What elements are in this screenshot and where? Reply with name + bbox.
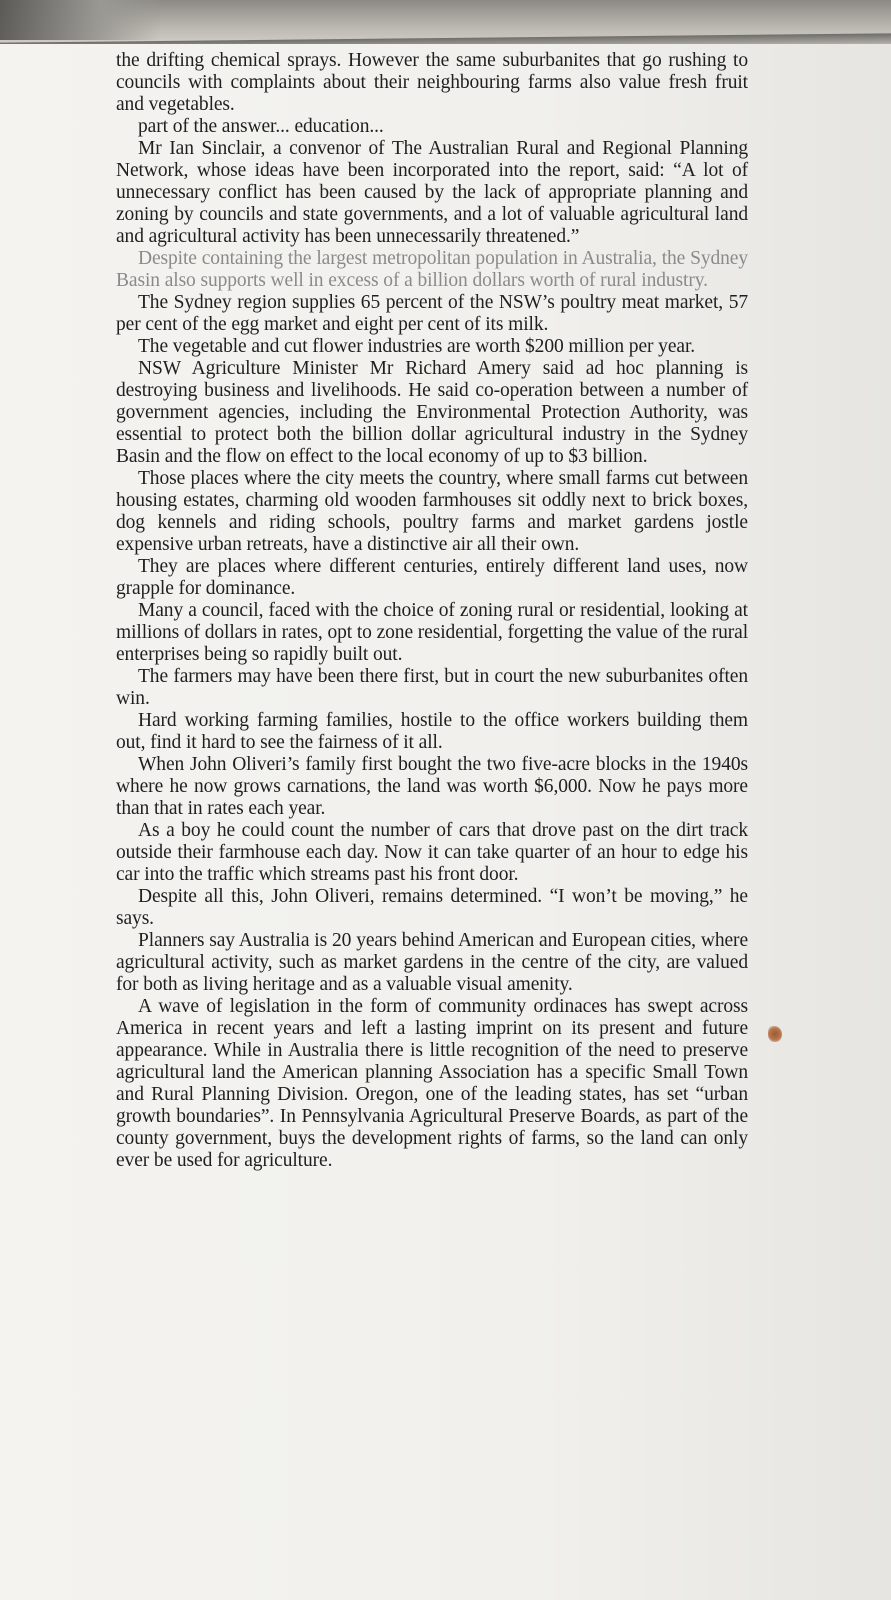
paragraph: the drifting chemical sprays. However the same suburbanites that go rushing to councils with complaints about their neighbouring farms also value fresh fruit and vegetables. xyxy=(116,50,748,115)
paragraph: Planners say Australia is 20 years behind American and European cities, where agricultural activity, such as market gardens in the centre of the city, are valued for both as living heritage and as a valuable visual amenity. xyxy=(116,930,748,995)
paragraph: The farmers may have been there first, but in court the new suburbanites often win. xyxy=(116,666,748,709)
paragraph: NSW Agriculture Minister Mr Richard Amery said ad hoc planning is destroying business and livelihoods. He said co-operation between a number of government agencies, including the Environmental Protection Authority, was essential to protect both the billion dollar agricultural industry in the Sydney Basin and the flow on effect to the local economy of up to $3 billion. xyxy=(116,358,748,467)
paragraph: They are places where different centuries, entirely different land uses, now grapple for dominance. xyxy=(116,556,748,599)
paragraph: As a boy he could count the number of cars that drove past on the dirt track outside their farmhouse each day. Now it can take quarter of an hour to edge his car into the traffic which streams past his front door. xyxy=(116,820,748,885)
fold-shadow xyxy=(0,0,160,40)
paragraph: A wave of legislation in the form of community ordinaces has swept across America in recent years and left a lasting imprint on its present and future appearance. While in Australia there is little recognition of the need to preserve agricultural land the American planning Association has a specific Small Town and Rural Planning Division. Oregon, one of the leading states, has set “urban growth boundaries”. In Pennsylvania Agricultural Preserve Boards, as part of the county government, buys the development rights of farms, so the land can only ever be used for agriculture. xyxy=(116,996,748,1171)
paper-stain xyxy=(768,1026,782,1042)
paragraph: Hard working farming families, hostile to the office workers building them out, find it hard to see the fairness of it all. xyxy=(116,710,748,753)
paragraph: Despite all this, John Oliveri, remains determined. “I won’t be moving,” he says. xyxy=(116,886,748,929)
paragraph: The Sydney region supplies 65 percent of the NSW’s poultry meat market, 57 per cent of the egg market and eight per cent of its milk. xyxy=(116,292,748,335)
paragraph: Those places where the city meets the country, where small farms cut between housing estates, charming old wooden farmhouses sit oddly next to brick boxes, dog kennels and riding schools, poultry farms and market gardens jostle expensive urban retreats, have a distinctive air all their own. xyxy=(116,468,748,555)
paragraph: part of the answer... education... xyxy=(138,116,384,137)
paragraph: Despite containing the largest metropolitan population in Australia, the Sydney Basin also supports well in excess of a billion dollars worth of rural industry. xyxy=(116,248,748,291)
paragraph: When John Oliveri’s family first bought the two five-acre blocks in the 1940s where he now grows carnations, the land was worth $6,000. Now he pays more than that in rates each year. xyxy=(116,754,748,819)
paragraph: Mr Ian Sinclair, a convenor of The Australian Rural and Regional Planning Network, whose ideas have been incorporated into the report, said: “A lot of unnecessary conflict has been caused by the lack of appropriate planning and zoning by councils and state governments, and a lot of valuable agricultural land and agricultural activity has been unnecessarily threatened.” xyxy=(116,138,748,247)
paragraph: Many a council, faced with the choice of zoning rural or residential, looking at millions of dollars in rates, opt to zone residential, forgetting the value of the rural enterprises being so rapidly built out. xyxy=(116,600,749,665)
article-body xyxy=(116,50,748,1172)
paragraph: The vegetable and cut flower industries are worth $200 million per year. xyxy=(138,336,696,357)
